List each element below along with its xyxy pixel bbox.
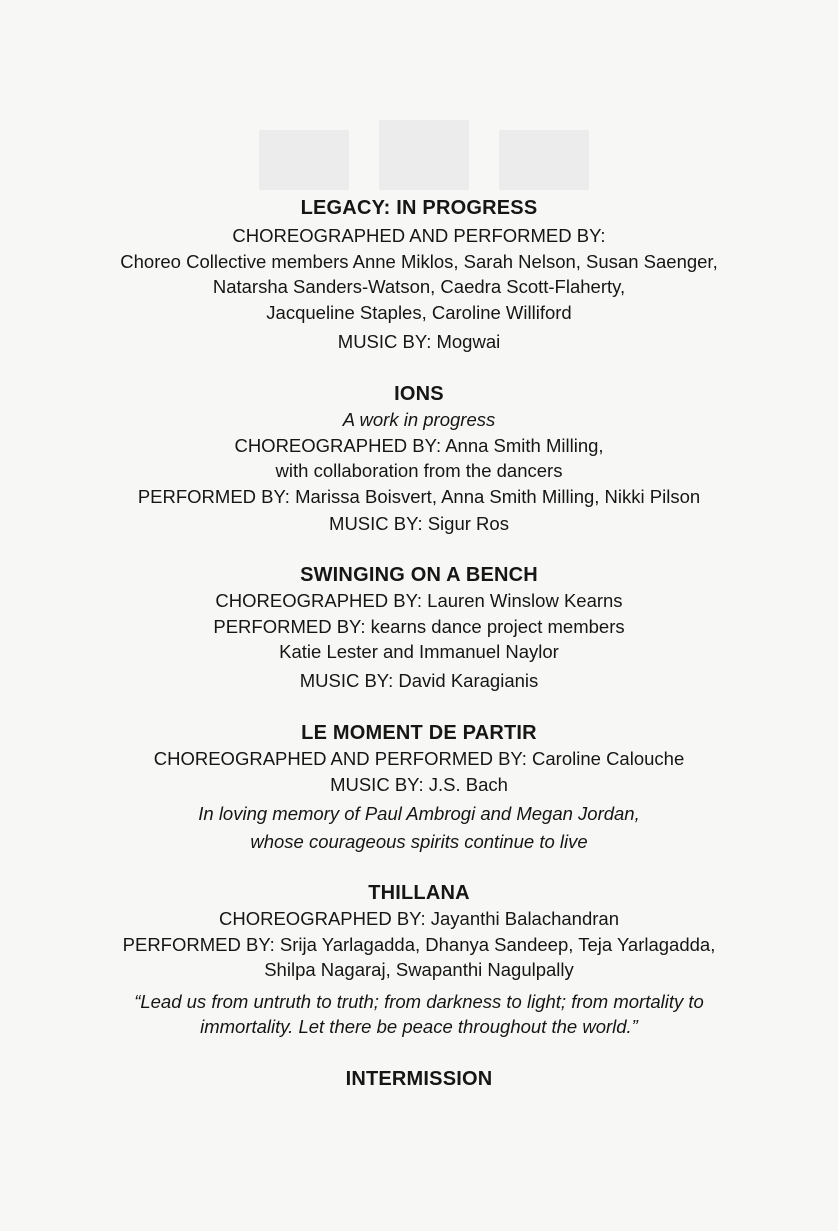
music-credit: MUSIC BY: Mogwai [337,331,501,352]
credit-line: Katie Lester and Immanuel Naylor [279,641,559,662]
program-item-swinging [0,562,838,693]
credit-line: CHOREOGRAPHED BY: Lauren Winslow Kearns [215,590,623,611]
credit-line: CHOREOGRAPHED BY: Jayanthi Balachandran [219,908,619,929]
program-item-legacy [0,195,838,355]
credit-line: Choreo Collective members Anne Miklos, Sarah Nelson, Susan Saenger, [120,250,718,272]
bleed-through-logo [0,120,838,205]
piece-subtitle: A work in progress [342,409,496,430]
quote-line: “Lead us from untruth to truth; from darkness to light; from mortality to [134,990,704,1012]
dedication-line: whose courageous spirits continue to live [250,830,588,852]
music-credit: MUSIC BY: David Karagianis [299,669,539,691]
credit-line: with collaboration from the dancers [275,460,563,481]
credit-line: Natarsha Sanders-Watson, Caedra Scott-Flaherty, [212,276,626,297]
piece-title: LE MOMENT DE PARTIR [301,722,537,744]
dedication-line: In loving memory of Paul Ambrogi and Megan Jordan, [198,803,640,824]
music-credit: MUSIC BY: Sigur Ros [329,513,509,534]
piece-title: SWINGING ON A BENCH [300,564,538,586]
credit-line: Shilpa Nagaraj, Swapanthi Nagulpally [264,959,574,980]
piece-title: IONS [394,383,444,405]
credit-line: PERFORMED BY: Marissa Boisvert, Anna Smith Milling, Nikki Pilson [137,485,701,507]
quote-line: immortality. Let there be peace throughout the world.” [200,1016,638,1037]
credit-line: CHOREOGRAPHED BY: Anna Smith Milling, [234,434,604,456]
music-credit: MUSIC BY: J.S. Bach [330,773,508,795]
credit-line: PERFORMED BY: kearns dance project members [213,615,625,637]
credit-line: CHOREOGRAPHED AND PERFORMED BY: Caroline Calouche [153,748,685,769]
credit-line: CHOREOGRAPHED AND PERFORMED BY: [232,225,606,246]
program-item-thillana [0,880,838,1040]
credit-line: PERFORMED BY: Srija Yarlagadda, Dhanya Sandeep, Teja Yarlagadda, [122,933,716,955]
program-item-ions [0,381,838,537]
piece-title: THILLANA [368,882,470,904]
program-item-le-moment [0,720,838,854]
credit-line: Jacqueline Staples, Caroline Williford [266,301,572,323]
intermission-block [0,1066,838,1092]
intermission-title: INTERMISSION [345,1068,493,1090]
piece-title: LEGACY: IN PROGRESS [300,197,538,219]
bleed-through-shape [239,120,599,200]
